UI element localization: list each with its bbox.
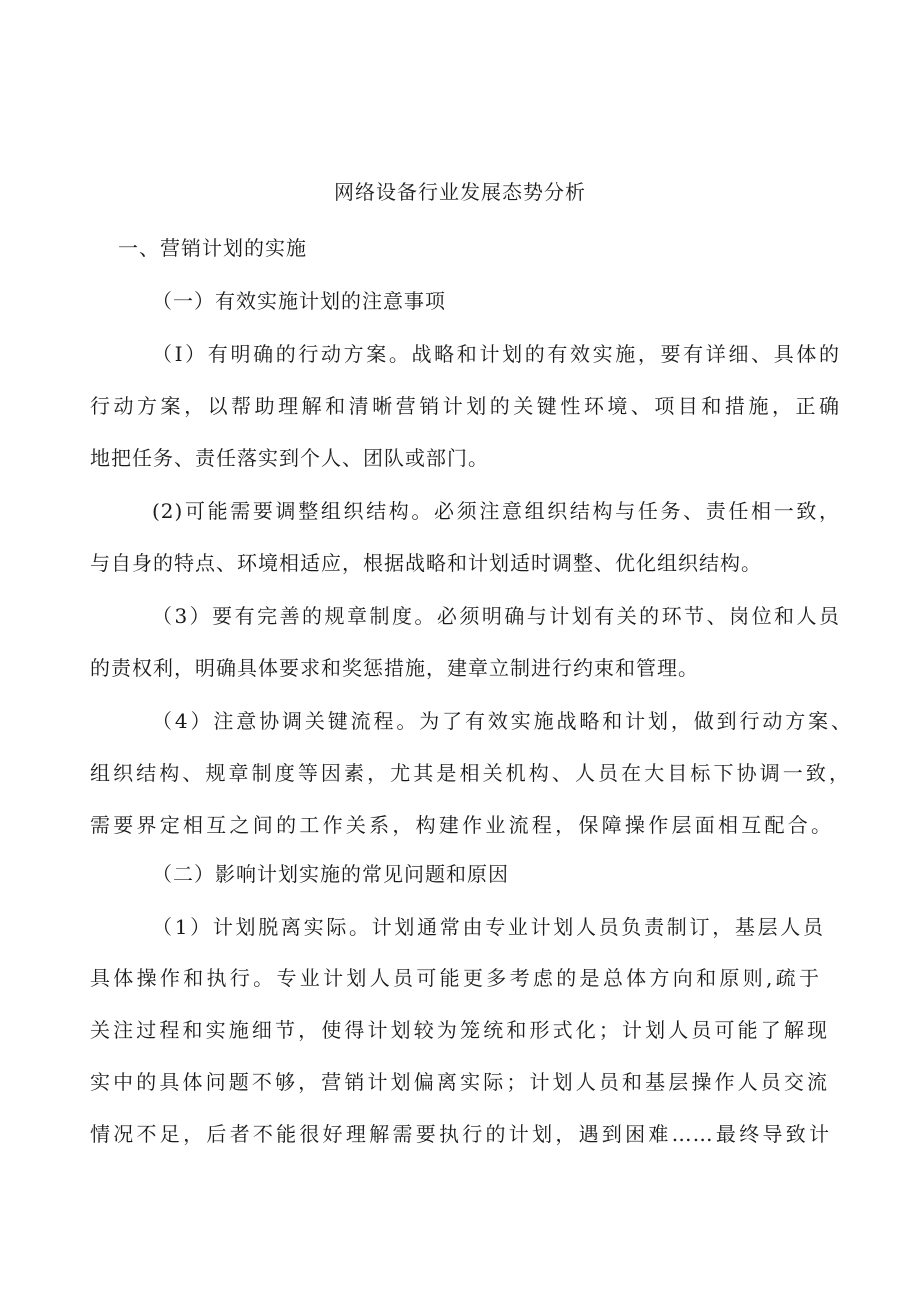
- subsection-heading: （二）影响计划实施的常见问题和原因: [152, 862, 509, 886]
- paragraph-line: 与自身的特点、环境相适应，根据战略和计划适时调整、优化组织结构。: [90, 551, 762, 575]
- section-heading: 一、营销计划的实施: [118, 236, 307, 260]
- paragraph-line: （I）有明确的行动方案。战略和计划的有效实施，要有详细、具体的: [152, 342, 840, 366]
- paragraph-line: 情况不足，后者不能很好理解需要执行的计划，遇到困难……最终导致计: [90, 1122, 830, 1146]
- paragraph-line: 组织结构、规章制度等因素，尤其是相关机构、人员在大目标下协调一致，: [90, 761, 850, 785]
- paragraph-line: （3）要有完善的规章制度。必须明确与计划有关的环节、岗位和人员: [152, 604, 840, 628]
- paragraph-line: 需要界定相互之间的工作关系，构建作业流程，保障操作层面相互配合。: [90, 813, 832, 837]
- paragraph-line: 地把任务、责任落实到个人、团队或部门。: [90, 446, 489, 470]
- paragraph-line: 的责权利，明确具体要求和奖惩措施，建章立制进行约束和管理。: [90, 656, 699, 680]
- document-title: 网络设备行业发展态势分析: [334, 180, 586, 204]
- paragraph-line: （1）计划脱离实际。计划通常由专业计划人员负责制订，基层人员: [152, 915, 824, 939]
- paragraph-line: 具体操作和执行。专业计划人员可能更多考虑的是总体方向和原则,疏于: [90, 966, 820, 990]
- paragraph-line: 关注过程和实施细节，使得计划较为笼统和形式化；计划人员可能了解现: [90, 1018, 828, 1042]
- paragraph-line: 行动方案，以帮助理解和清晰营销计划的关键性环境、项目和措施，正确: [90, 394, 840, 418]
- paragraph-line: (2)可能需要调整组织结构。必须注意组织结构与任务、责任相一致，: [152, 499, 840, 523]
- paragraph-line: 实中的具体问题不够，营销计划偏离实际；计划人员和基层操作人员交流: [90, 1070, 828, 1094]
- subsection-heading: （一）有效实施计划的注意事项: [152, 289, 446, 313]
- paragraph-line: （4）注意协调关键流程。为了有效实施战略和计划，做到行动方案、: [152, 709, 852, 733]
